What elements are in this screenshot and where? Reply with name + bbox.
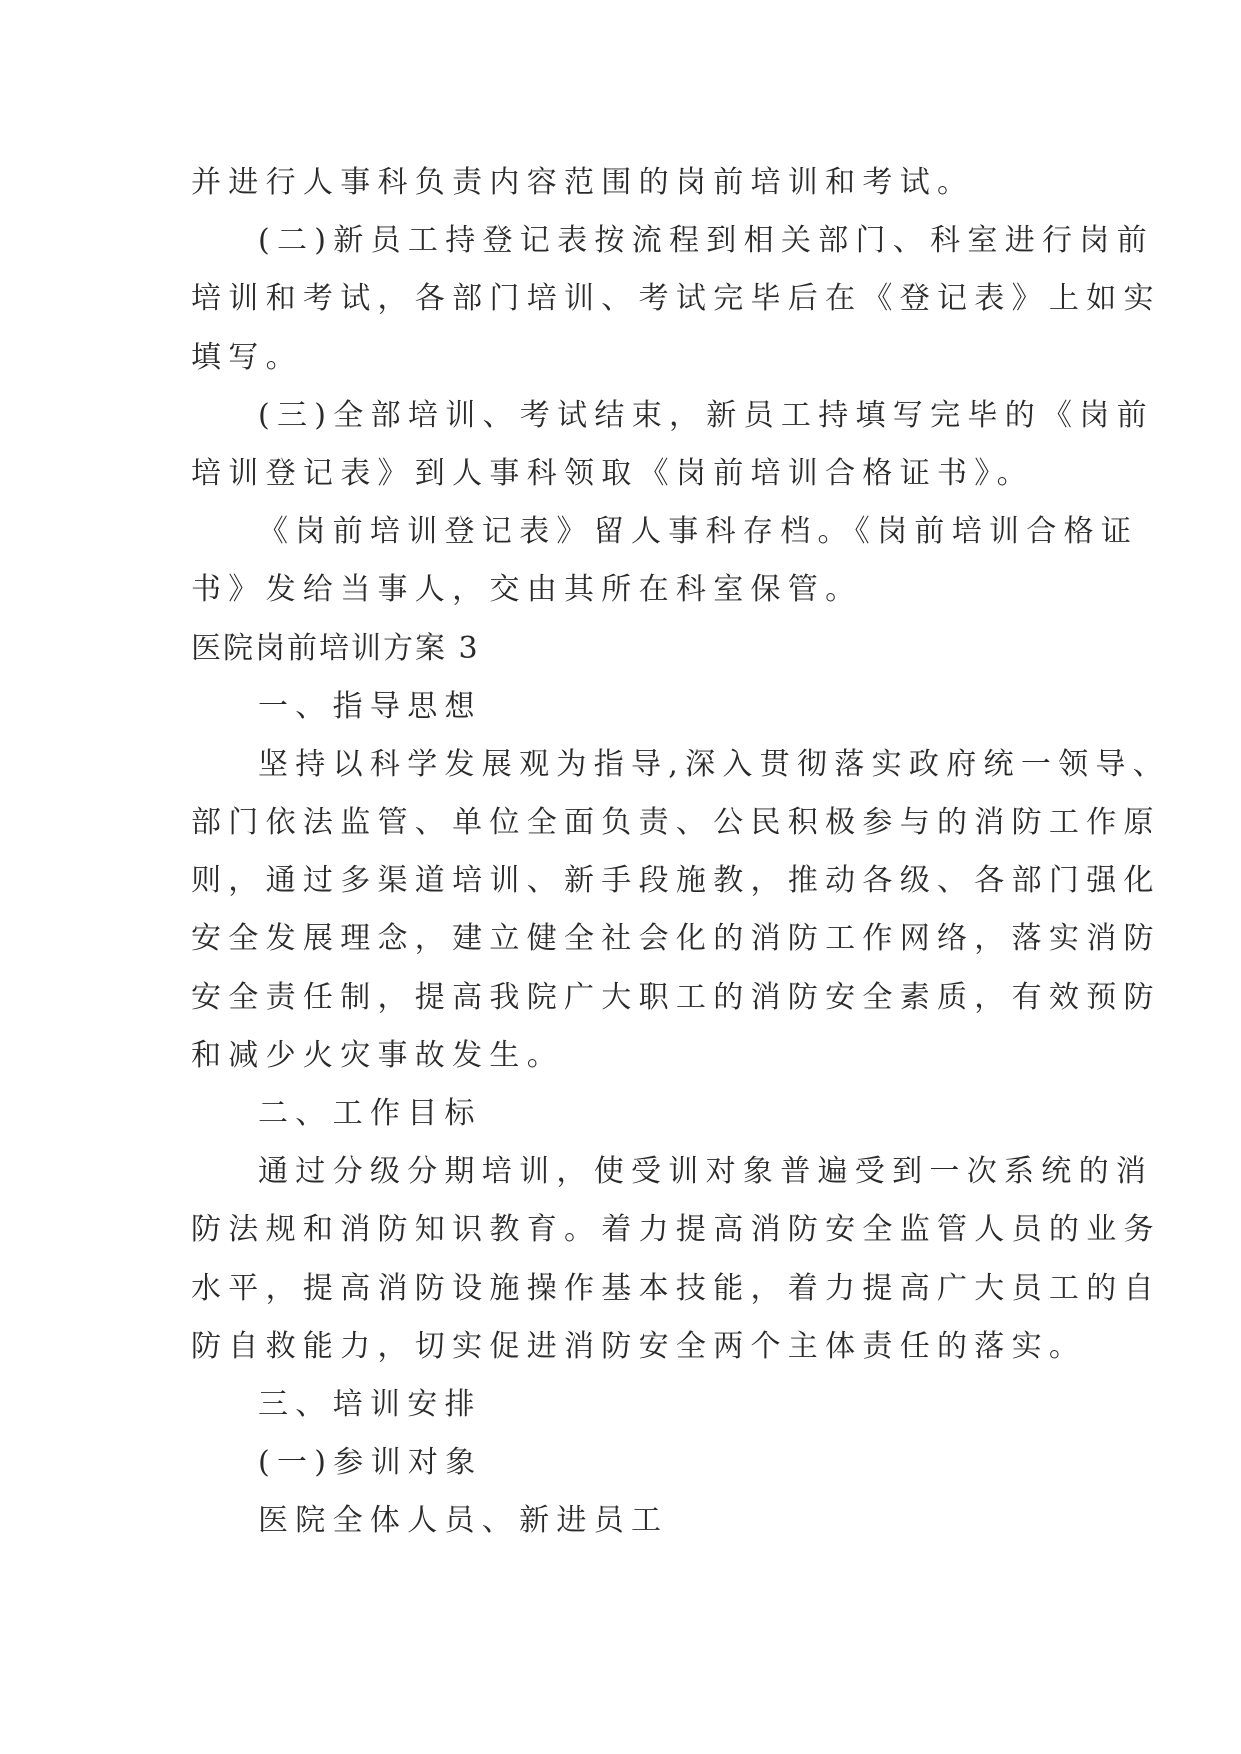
- section-heading: 一、指导思想: [258, 688, 482, 724]
- section-title: 医院岗前培训方案 3: [191, 630, 480, 666]
- section-heading: 二、工作目标: [258, 1096, 482, 1131]
- section-heading: 三、培训安排: [258, 1386, 482, 1422]
- paragraph-line: 并进行人事科负责内容范围的岗前培训和考试。: [191, 165, 975, 200]
- paragraph-line: 填写。: [191, 339, 303, 375]
- paragraph-line: 和减少火灾事故发生。: [191, 1037, 564, 1073]
- paragraph-line: 安全发展理念，建立健全社会化的消防工作网络，落实消防: [191, 921, 1161, 957]
- paragraph-line: 安全责任制，提高我院广大职工的消防安全素质，有效预防: [191, 979, 1161, 1015]
- paragraph-line: 《岗前培训登记表》留人事科存档。《岗前培训合格证: [258, 514, 1139, 550]
- paragraph-line: 水平，提高消防设施操作基本技能，着力提高广大员工的自: [191, 1270, 1161, 1306]
- paragraph-line: 坚持以科学发展观为指导,深入贯彻落实政府统一领导、: [258, 746, 1171, 782]
- document-body: [191, 154, 1171, 1551]
- paragraph-line: 培训和考试，各部门培训、考试完毕后在《登记表》上如实: [191, 281, 1161, 317]
- paragraph-line: 通过分级分期培训，使受训对象普遍受到一次系统的消: [258, 1154, 1154, 1190]
- paragraph-line: 防自救能力，切实促进消防安全两个主体责任的落实。: [191, 1328, 1087, 1364]
- paragraph-line: 防法规和消防知识教育。着力提高消防安全监管人员的业务: [191, 1212, 1161, 1248]
- paragraph-line: 医院全体人员、新进员工: [258, 1503, 669, 1539]
- paragraph-line: (二)新员工持登记表按流程到相关部门、科室进行岗前: [258, 223, 1154, 259]
- paragraph-line: 书》发给当事人，交由其所在科室保管。: [191, 572, 863, 608]
- paragraph-line: (三)全部培训、考试结束，新员工持填写完毕的《岗前: [258, 397, 1154, 433]
- paragraph-line: 部门依法监管、单位全面负责、公民积极参与的消防工作原: [191, 805, 1161, 841]
- paragraph-line: 培训登记表》到人事科领取《岗前培训合格证书》。: [191, 455, 1034, 491]
- subsection-heading: (一)参训对象: [258, 1445, 483, 1481]
- paragraph-line: 则，通过多渠道培训、新手段施教，推动各级、各部门强化: [191, 863, 1161, 899]
